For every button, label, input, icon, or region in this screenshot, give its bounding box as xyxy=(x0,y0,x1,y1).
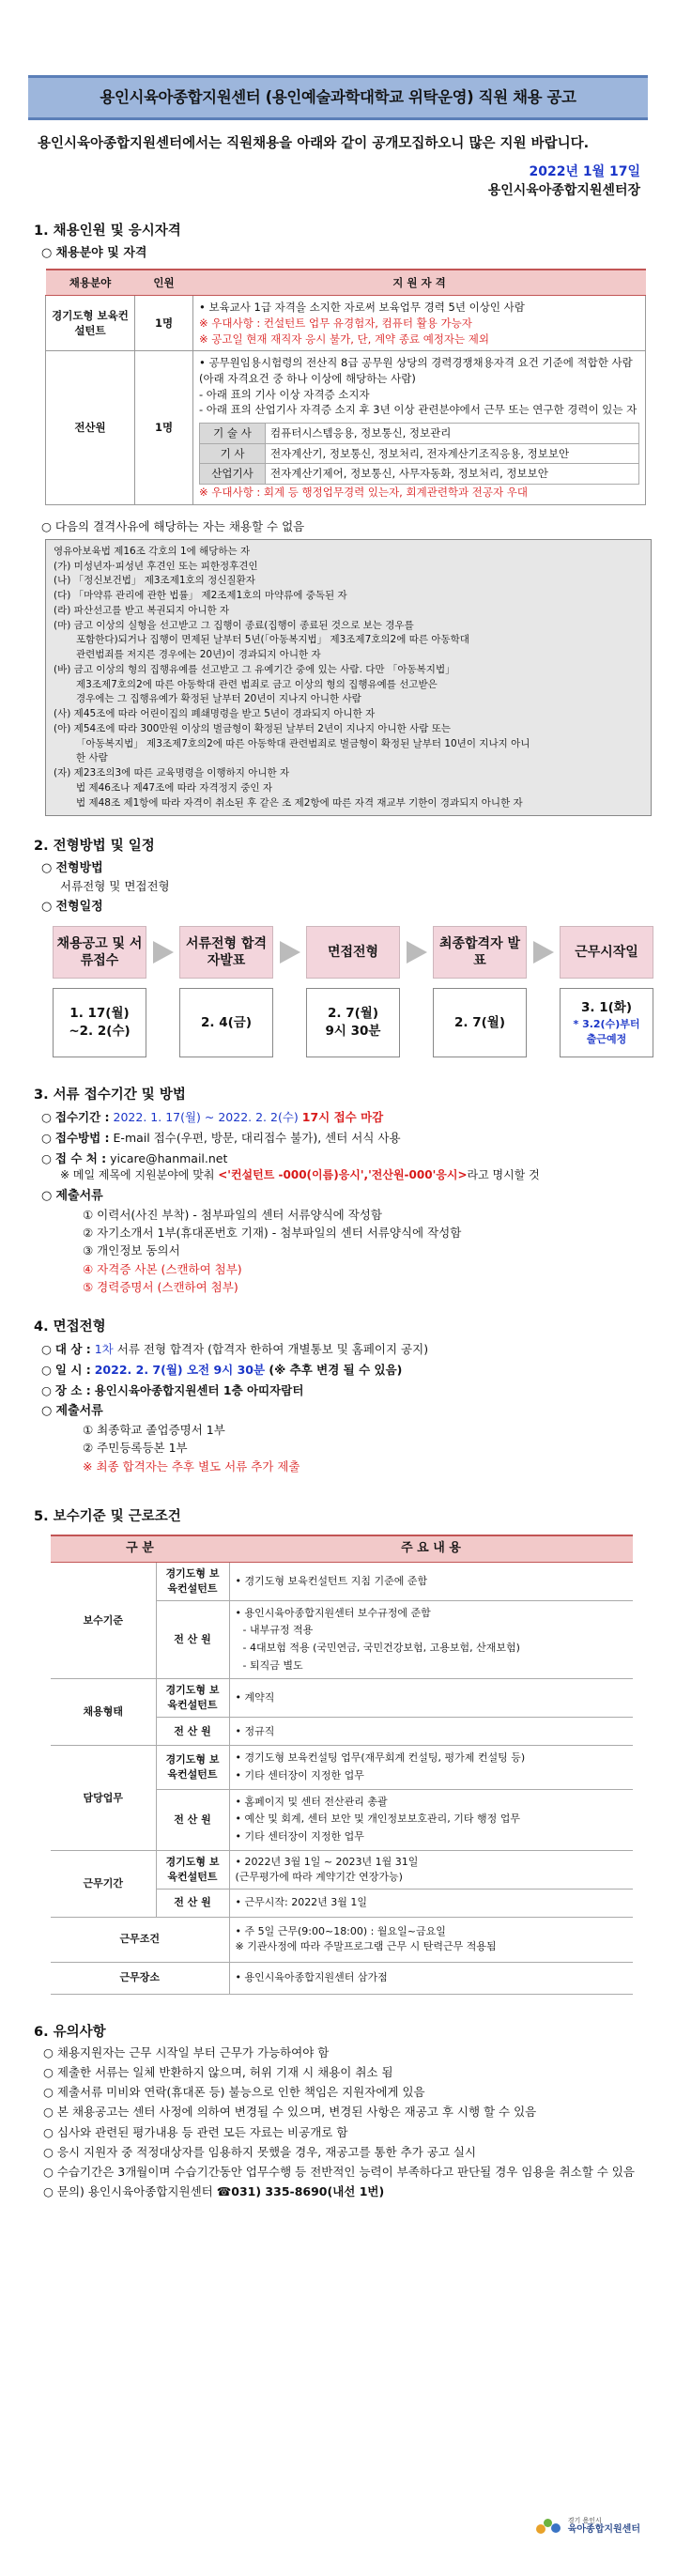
list-item: ○ 제출한 서류는 일체 반환하지 않으며, 허위 기재 시 채용이 취소 됨 xyxy=(43,2062,648,2082)
list-item: ③ 개인정보 동의서 xyxy=(83,1243,180,1258)
disq-line: 관련범죄를 저지른 경우에는 20년)이 경과되지 아니한 자 xyxy=(76,649,321,660)
footer-logo xyxy=(536,2517,640,2536)
qual-pref: ※ 우대사항 : 컨설턴트 업무 유경험자, 컴퓨터 활용 가능자 xyxy=(199,316,472,330)
table-row xyxy=(46,296,646,351)
cell-line: • 기타 센터장이 지정한 업무 xyxy=(235,1830,364,1843)
cell-line: • 용인시육아종합지원센터 보수규정에 준함 xyxy=(235,1606,431,1619)
type-consultant: • 계약직 xyxy=(229,1679,633,1718)
qualification-table xyxy=(45,269,646,505)
table-row xyxy=(51,1679,633,1718)
role-staff: 전 산 원 xyxy=(156,1718,229,1746)
page-title: 용인시육아종합지원센터 (용인예술과학대학교 위탁운영) 직원 채용 공고 xyxy=(28,75,648,120)
table-row xyxy=(51,1746,633,1789)
arrow-right-icon xyxy=(146,926,179,964)
col-header-count: 인원 xyxy=(135,270,193,296)
list-item: ○ 본 채용공고는 센터 사정에 의하여 변경될 수 있으며, 변경된 사항은 재공고 후 시행 할 수 있음 xyxy=(43,2102,648,2121)
cert-table xyxy=(199,423,639,485)
role-consultant: 경기도형 보육컨설턴트 xyxy=(156,1850,229,1889)
target-text: 서류 전형 합격자 (합격자 한하여 개별통보 및 홈페이지 공지) xyxy=(113,1341,429,1356)
footer-center-name: 육아종합지원센터 xyxy=(567,2524,640,2536)
count-cell: 1명 xyxy=(135,351,193,504)
list-item: ○ 심사와 관련된 평가내용 등 관련 모든 자료는 비공개로 함 xyxy=(43,2122,648,2142)
notice-date: 2022년 1월 17일 xyxy=(529,164,640,180)
list-item: ○ 제출서류 미비와 연락(휴대폰 등) 불능으로 인한 책임은 지원자에게 있음 xyxy=(43,2082,648,2102)
list-item: ○ 응시 지원자 중 적정대상자를 임용하지 못했을 경우, 재공고를 통한 추가 공고 실시 xyxy=(43,2142,648,2162)
qual-note: ※ 공고일 현재 재직자 응시 불가, 단, 계약 종료 예정자는 제외 xyxy=(199,332,490,346)
disq-line: 한 사람 xyxy=(76,752,108,764)
period-label: 접수기간 : xyxy=(54,1110,110,1125)
type-staff: • 정규직 xyxy=(229,1718,633,1746)
list-item: ① 이력서(사진 부착) - 첨부파일의 센터 서류양식에 작성함 xyxy=(83,1207,382,1222)
cell-line: - 내부규정 적용 xyxy=(242,1624,314,1637)
method-text: 서류전형 및 면접전형 xyxy=(60,879,170,894)
address-label: 접 수 처 : xyxy=(54,1151,107,1166)
disq-line: (아) 제54조에 따라 300만원 이상의 벌금형이 확정된 날부터 2년이 지나지 아니한 사람 또는 xyxy=(54,722,452,734)
table-row xyxy=(46,351,646,504)
col-header-qual: 지 원 자 격 xyxy=(193,270,646,296)
col-header-category: 구 분 xyxy=(51,1535,229,1562)
cell-line: • 2022년 3월 1일 ~ 2023년 1월 31일 xyxy=(235,1855,419,1868)
cell-line: - 퇴직금 별도 xyxy=(242,1658,303,1672)
notice-org: 용인시육아종합지원센터장 xyxy=(487,183,640,199)
duty-consultant xyxy=(229,1746,633,1789)
step-date xyxy=(179,988,273,1057)
disqualification-title: ○ 다음의 결격사유에 해당하는 자는 채용할 수 없음 xyxy=(41,518,648,535)
disq-line: (가) 미성년자·피성년 후견인 또는 피한정후견인 xyxy=(54,560,258,572)
date-value: 2022. 2. 7(월) 오전 9시 30분 xyxy=(94,1362,266,1377)
schedule-step xyxy=(560,926,653,1057)
step-date-line: 1. 17(월) xyxy=(69,1006,130,1022)
cell-line: • 홈페이지 및 센터 전산관리 총괄 xyxy=(235,1795,388,1808)
docs-label: ○ 제출서류 xyxy=(41,1188,648,1206)
list-item: ⑤ 경력증명서 (스캔하여 첨부) xyxy=(83,1280,238,1295)
list-item: ④ 자격증 사본 (스캔하여 첨부) xyxy=(83,1261,242,1276)
disq-line: (사) 제45조에 따라 어린이집의 폐쇄명령을 받고 5년이 경과되지 아니한 자 xyxy=(54,708,376,719)
intro-text: 용인시육아종합지원센터에서는 직원채용을 아래와 같이 공개모집하오니 많은 지원 바랍니다. xyxy=(38,135,590,151)
col-header-field: 채용분야 xyxy=(46,270,135,296)
group-pay: 보수기준 xyxy=(51,1562,156,1679)
step-date xyxy=(560,988,653,1057)
role-staff: 전 산 원 xyxy=(156,1889,229,1917)
schedule-step xyxy=(179,926,273,1057)
date-note: (※ 추후 변경 될 수 있음) xyxy=(265,1362,403,1377)
cell-line: • 예산 및 회계, 센터 보안 및 개인정보보호관리, 기타 행정 업무 xyxy=(235,1812,520,1826)
email-address: yicare@hanmail.net xyxy=(110,1151,228,1166)
step-title: 채용공고 및 서류접수 xyxy=(53,926,146,979)
disq-line: 제3조제7호의2에 따른 아동학대 관련 범죄로 금고 이상의 형의 집행유예를 선고받은 xyxy=(76,678,438,690)
period-row xyxy=(41,1109,648,1126)
interview-target xyxy=(41,1341,648,1358)
place-value: 용인시육아종합지원센터 1층 아띠자람터 xyxy=(94,1382,304,1397)
cert-kind: 기 사 xyxy=(200,443,266,464)
step-date-line: 9시 30분 xyxy=(325,1024,381,1040)
step-date xyxy=(306,988,400,1057)
list-item: ○ 수습기간은 3개월이며 수습기간동안 업무수행 등 전반적인 능력이 부족하다고 판단될 경우 임용을 취소할 수 있음 xyxy=(43,2162,648,2182)
schedule-label: ○ 전형일정 xyxy=(41,899,648,917)
step-note: 출근예정 xyxy=(586,1032,627,1045)
step-title: 근무시작일 xyxy=(560,926,653,979)
qual-line: • 공무원임용시험령의 전산직 8급 공무원 상당의 경력경쟁채용자격 요건 기준에 적합한 사람 (아래 자격요건 중 하나 이상에 해당하는 사람) xyxy=(199,356,633,385)
cell-line: (근무평가에 따라 계약기간 연장가능) xyxy=(235,1870,403,1883)
target-round: 1차 xyxy=(94,1341,114,1356)
disq-line: (나) 「정신보건법」 제3조제1호의 정신질환자 xyxy=(54,575,255,587)
section-2-title: 2. 전형방법 및 일정 xyxy=(34,839,155,855)
interview-docs-list xyxy=(83,1421,648,1475)
mail-note-format: <'컨설턴트 -000(이름)응시','전산원-000'응시> xyxy=(218,1168,468,1182)
cell-line: • 기타 센터장이 지정한 업무 xyxy=(235,1768,364,1782)
section-4-title: 4. 면접전형 xyxy=(34,1319,106,1334)
pay-consultant: • 경기도형 보육컨설턴트 지침 기준에 준함 xyxy=(229,1562,633,1600)
section-6-title: 6. 유의사항 xyxy=(34,2024,106,2040)
conditions-table xyxy=(51,1535,633,1995)
role-staff: 전 산 원 xyxy=(156,1789,229,1850)
schedule-flow xyxy=(53,926,653,1057)
cell-line: • 주 5일 근무(9:00~18:00) : 월요일~금요일 xyxy=(235,1925,446,1938)
method-label: 접수방법 : xyxy=(54,1131,110,1146)
method-value: E-mail 접수(우편, 방문, 대리접수 불가), 센터 서식 사용 xyxy=(113,1131,401,1146)
method-row xyxy=(41,1130,648,1147)
cert-list: 전자계산기제어, 정보통신, 사무자동화, 정보처리, 정보보안 xyxy=(266,464,639,485)
step-date-line: ~2. 2(수) xyxy=(69,1024,131,1040)
table-row xyxy=(51,1962,633,1994)
mail-note-text: 라고 명시할 것 xyxy=(467,1168,540,1182)
step-title: 최종합격자 발표 xyxy=(433,926,527,979)
schedule-step xyxy=(433,926,527,1057)
docs-list xyxy=(83,1206,648,1297)
qual-line: - 아래 표의 기사 이상 자격증 소지자 xyxy=(199,387,370,401)
qual-cell xyxy=(193,296,646,351)
contact-item xyxy=(43,2182,648,2201)
list-item: ② 주민등록등본 1부 xyxy=(83,1441,188,1456)
mail-note xyxy=(60,1167,648,1183)
group-period: 근무기간 xyxy=(51,1850,156,1917)
step-date-line: 3. 1(화) xyxy=(581,1000,632,1016)
qual-cell xyxy=(193,351,646,504)
list-item: ○ 채용지원자는 근무 시작일 부터 근무가 가능하여야 함 xyxy=(43,2043,648,2062)
qual-line: - 아래 표의 산업기사 자격증 소지 후 3년 이상 관련분야에서 근무 또는 연구한 경력이 있는 자 xyxy=(199,403,638,417)
role-staff: 전 산 원 xyxy=(156,1600,229,1679)
role-consultant: 경기도형 보육컨설턴트 xyxy=(156,1562,229,1600)
disq-line: (라) 파산선고를 받고 복권되지 아니한 자 xyxy=(54,604,230,616)
cell-line: - 4대보험 적용 (국민연금, 국민건강보험, 고용보험, 산재보험) xyxy=(242,1642,520,1655)
date-label: 일 시 : xyxy=(54,1362,91,1377)
cert-list: 전자계산기, 정보통신, 정보처리, 전자계산기조직응용, 정보보안 xyxy=(266,443,639,464)
period-consultant xyxy=(229,1850,633,1889)
role-consultant: 경기도형 보육컨설턴트 xyxy=(156,1746,229,1789)
step-date xyxy=(53,988,146,1057)
disq-line: (바) 금고 이상의 형의 집행유예를 선고받고 그 유예기간 중에 있는 사람. 다만 「아동복지법」 xyxy=(54,663,455,675)
target-label: 대 상 : xyxy=(54,1341,91,1356)
disq-line: (자) 제23조의3에 따른 교육명령을 이행하지 아니한 자 xyxy=(54,767,290,779)
field-cell: 경기도형 보육컨설턴트 xyxy=(46,296,135,351)
conditions-cell xyxy=(229,1917,633,1962)
arrow-right-icon xyxy=(400,926,433,964)
table-row xyxy=(51,1917,633,1962)
cert-kind: 기 술 사 xyxy=(200,423,266,443)
group-duty: 담당업무 xyxy=(51,1746,156,1850)
disq-line: (다) 「마약류 관리에 관한 법률」 제2조제1호의 마약류에 중독된 자 xyxy=(54,590,347,601)
cell-line: • 경기도형 보육컨설팅 업무(재무회계 컨설팅, 평가제 컨설팅 등) xyxy=(235,1751,526,1765)
disq-line: 법 제48조 제1항에 따라 자격이 취소된 후 같은 조 제2항에 따른 자격 재교부 기한이 경과되지 아니한 자 xyxy=(76,796,523,809)
disq-line: (마) 금고 이상의 실형을 선고받고 그 집행이 종료(집행이 종료된 것으로 보는 경우를 xyxy=(54,619,414,631)
disq-line: 법 제46조나 제47조에 따라 자격정지 중인 자 xyxy=(76,781,273,794)
disq-line: 포함한다)되거나 집행이 면제된 날부터 5년(「아동복지법」 제3조제7호의2에 따른 아동학대 xyxy=(76,634,469,646)
disq-line: 「아동복지법」 제3조제7호의2에 따른 아동학대 관련범죄로 벌금형이 확정된 날부터 10년이 지나지 아니 xyxy=(76,737,530,749)
contact-text: 문의) 용인시육아종합지원센터 xyxy=(56,2184,217,2199)
schedule-step xyxy=(53,926,146,1057)
step-title: 서류전형 합격자발표 xyxy=(179,926,273,979)
arrow-right-icon xyxy=(273,926,306,964)
table-row xyxy=(51,1562,633,1600)
notes-list xyxy=(43,2043,648,2202)
place-cell: • 용인시육아종합지원센터 삼가점 xyxy=(229,1962,633,1994)
step-note: * 3.2(수)부터 xyxy=(573,1018,640,1031)
method-label: ○ 전형방법 xyxy=(41,860,648,878)
cert-kind: 산업기사 xyxy=(200,464,266,485)
section-5-title: 5. 보수기준 및 근로조건 xyxy=(34,1508,181,1524)
step-date-line: 2. 4(금) xyxy=(201,1014,252,1030)
interview-docs-label: ○ 제출서류 xyxy=(41,1403,648,1421)
disq-line: 경우에는 그 집행유예가 확정된 날부터 20년이 지나지 아니한 사람 xyxy=(76,693,361,705)
disq-line: 영유아보육법 제16조 각호의 1에 해당하는 자 xyxy=(54,545,251,557)
interview-date xyxy=(41,1362,648,1379)
disqualification-box xyxy=(45,539,652,817)
qual-line: • 보육교사 1급 자격을 소지한 자로써 보육업무 경력 5년 이상인 사람 xyxy=(199,301,525,315)
step-date-line: 2. 7(월) xyxy=(328,1006,378,1022)
logo-icon xyxy=(536,2517,564,2536)
count-cell: 1명 xyxy=(135,296,193,351)
cert-list: 컴퓨터시스템응용, 정보통신, 정보관리 xyxy=(266,423,639,443)
step-date xyxy=(433,988,527,1057)
field-cell: 전산원 xyxy=(46,351,135,504)
section-1-sub: ○ 채용분야 및 자격 xyxy=(41,245,648,263)
role-consultant: 경기도형 보육컨설턴트 xyxy=(156,1679,229,1718)
section-3-title: 3. 서류 접수기간 및 방법 xyxy=(34,1087,186,1103)
step-title: 면접전형 xyxy=(306,926,400,979)
schedule-step xyxy=(306,926,400,1057)
group-type: 채용형태 xyxy=(51,1679,156,1746)
footer-city: 경기 용인시 xyxy=(567,2516,602,2524)
contact-phone: ☎031) 335-8690(내선 1번) xyxy=(216,2184,385,2199)
period-deadline: 17시 접수 마감 xyxy=(301,1110,384,1125)
mail-note-text: ※ 메일 제목에 지원분야에 맞춰 xyxy=(60,1168,219,1182)
duty-staff xyxy=(229,1789,633,1850)
interview-place xyxy=(41,1382,648,1399)
address-row xyxy=(41,1150,648,1167)
arrow-right-icon xyxy=(527,926,560,964)
col-header-content: 주 요 내 용 xyxy=(229,1535,633,1562)
list-item: ② 자기소개서 1부(휴대폰번호 기재) - 첨부파일의 센터 서류양식에 작성함 xyxy=(83,1226,462,1241)
period-staff: • 근무시작: 2022년 3월 1일 xyxy=(229,1889,633,1917)
period-value: 2022. 1. 17(월) ~ 2022. 2. 2(수) xyxy=(113,1110,299,1125)
docs-note: ※ 최종 합격자는 추후 별도 서류 추가 제출 xyxy=(83,1458,300,1473)
section-1-title: 1. 채용인원 및 응시자격 xyxy=(34,223,181,239)
place-label: 장 소 : xyxy=(54,1382,91,1397)
table-row xyxy=(51,1850,633,1889)
pay-staff xyxy=(229,1600,633,1679)
cell-line: ※ 기관사정에 따라 주말프로그램 근무 시 탄력근무 적용됨 xyxy=(235,1940,497,1953)
step-date-line: 2. 7(월) xyxy=(454,1014,505,1030)
qual-pref: ※ 우대사항 : 회계 등 행정업무경력 있는자, 회계관련학과 전공자 우대 xyxy=(199,485,529,499)
group-conditions: 근무조건 xyxy=(51,1917,229,1962)
group-place: 근무장소 xyxy=(51,1962,229,1994)
list-item: ① 최종학교 졸업증명서 1부 xyxy=(83,1422,225,1437)
